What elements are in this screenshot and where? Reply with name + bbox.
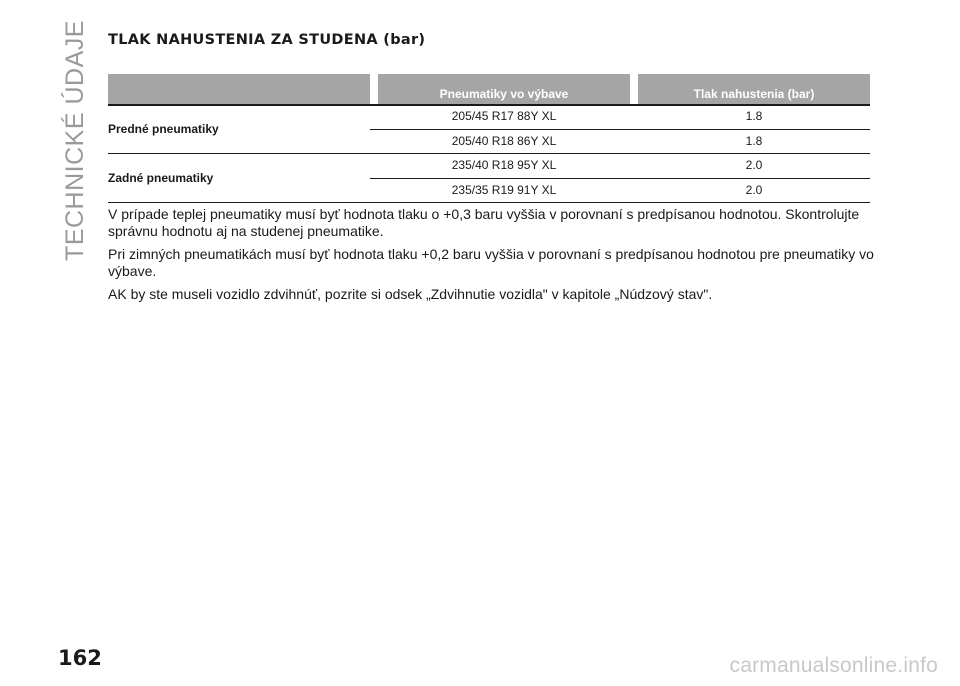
tire-size-cell: 205/45 R17 88Y XL xyxy=(451,109,557,123)
group-label-rear: Zadné pneumatiky xyxy=(108,171,214,185)
page-number: 162 xyxy=(58,646,102,670)
section-side-tab xyxy=(55,19,95,261)
table-row xyxy=(370,105,870,129)
section-side-tab-label: TECHNICKÉ ÚDAJE xyxy=(60,19,89,261)
table-header xyxy=(108,74,870,105)
pressure-cell: 1.8 xyxy=(745,109,763,123)
table-row xyxy=(370,178,870,202)
table-group-rear xyxy=(108,154,870,203)
tire-size-cell: 205/40 R18 86Y XL xyxy=(451,134,557,148)
watermark: carmanualsonline.info xyxy=(729,654,938,677)
header-pressure-label: Tlak nahustenia (bar) xyxy=(693,87,815,101)
header-cell-empty xyxy=(108,74,370,105)
pressure-cell: 2.0 xyxy=(745,183,763,197)
pressure-cell: 1.8 xyxy=(745,134,763,148)
tire-pressure-table xyxy=(108,74,870,203)
paragraph-winter-tire: Pri zimných pneumatikách musí byť hodnota tlaku +0,2 baru vyššia v porovnaní s predpísanou hodnotou pre pneumatiky vo výbave. xyxy=(108,246,874,279)
page-title: TLAK NAHUSTENIA ZA STUDENA (bar) xyxy=(108,32,426,48)
tire-size-cell: 235/40 R18 95Y XL xyxy=(451,158,557,172)
table-row xyxy=(370,129,870,153)
tire-size-cell: 235/35 R19 91Y XL xyxy=(451,183,557,197)
table-row xyxy=(370,154,870,178)
body-text xyxy=(108,206,878,309)
paragraph-lifting: AK by ste museli vozidlo zdvihnúť, pozrite si odsek „Zdvihnutie vozidla" v kapitole „Núdzový stav". xyxy=(108,286,713,302)
group-label-front: Predné pneumatiky xyxy=(108,122,219,136)
paragraph-hot-tire: V prípade teplej pneumatiky musí byť hodnota tlaku o +0,3 baru vyššia v porovnaní s predpísanou hodnotou. Skontrolujte správnu hodnotu aj na studenej pneumatike. xyxy=(108,206,860,239)
pressure-cell: 2.0 xyxy=(745,158,763,172)
table-group-front xyxy=(108,105,870,154)
header-tires-label: Pneumatiky vo výbave xyxy=(439,87,569,101)
